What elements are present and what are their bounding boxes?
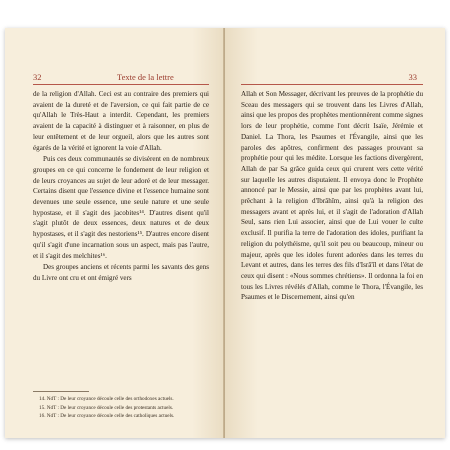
paragraph: de la religion d'Allah. Ceci est au contraire des premiers qui avaient de la dureté et de l'aversion, ce qui fait partie de ce qu'Allah le Très-Haut a interdit. Cependant, les premiers avaient de la capacité à distinguer et à raisonner, en plus de leur entêtement et de leur orgueil, alors que les autres sont égarés de la vérité et ignorent la voie d'Allah. [33, 90, 209, 152]
running-title: Texte de la lettre [117, 72, 174, 82]
footnotes [33, 395, 209, 421]
page-number-left: 32 [33, 72, 42, 82]
paragraph: Puis ces deux communautés se divisèrent en de nombreux groupes en ce qui concerne le fondement de leur religion et de leurs croyances au sujet de leur adoré et de leur messager. Certains disent que l'essence divine et l'essence humaine sont devenues une seule essence, une seule nature et une seule hypostase, et il s'agit des jacobites¹⁴. D'autres disent qu'il s'agit plutôt de deux essences, deux natures et de deux hypostases, et il s'agit des nestoriens¹⁵. D'autres encore disent qu'il s'agit d'une incarnation sous un aspect, mais pas l'autre, et il s'agit des melchites¹⁶. [33, 155, 209, 260]
right-body-text [241, 89, 423, 303]
footnote: 15. NdT : De leur croyance découle celle des protestants actuels. [39, 404, 174, 411]
footnote: 14. NdT : De leur croyance découle celle des orthodoxes actuels. [39, 396, 174, 402]
page-number-right: 33 [408, 72, 417, 82]
header-rule-right [241, 84, 423, 85]
header-rule-left [33, 84, 209, 85]
open-book [5, 28, 445, 438]
left-body-text [33, 89, 209, 284]
paragraph: Allah et Son Messager, décrivant les preuves de la prophétie du Sceau des messagers qui se trouvent dans les Livres d'Allah, ainsi que les propos des prophètes mentionnèrent comme signes lors de leur prophétie, comme l'ont décrit Isaïe, Jérémie et Daniel. La Thora, les Psaumes et l'Évangile, ainsi que les paroles des apôtres, confirment des passages prouvant sa prophétie pour qui les médite. Lorsque les factions divergèrent, Allah de par Sa grâce guida ceux qui crurent vers cette vérité sur laquelle les autres disputaient. Il envoya donc le Prophète annoncé par le Messie, ainsi que par les prophètes avant lui, prêchant à la religion d'Ibrâhîm, ainsi qu'à la religion des messagers avant et après lui, et il s'agit de l'adoration d'Allah Seul, sans rien Lui associer, ainsi que de Lui vouer le culte exclusif. Il purifia la terre de l'adoration des idoles, purifiant la religion du polythéisme, qu'il soit peu ou beaucoup, mineur ou majeur, après que les idoles furent adorées dans les terres du Levant et autres, dans les terres des fils d'Isrâ'îl et dans l'état de ceux qui disent : «Nous sommes chrétiens». Il ordonna la foi en tous les Livres révélés d'Allah, comme le Thora, l'Évangile, les Psaumes et le Discernement, ainsi qu'en [241, 90, 423, 302]
paragraph: Des groupes anciens et récents parmi les savants des gens du Livre ont cru et ont émigré vers [33, 263, 209, 282]
footnote: 16. NdT : De leur croyance découle celle des catholiques actuels. [39, 413, 175, 419]
left-page [5, 28, 225, 438]
right-page [225, 28, 445, 438]
footnote-rule [33, 391, 89, 392]
